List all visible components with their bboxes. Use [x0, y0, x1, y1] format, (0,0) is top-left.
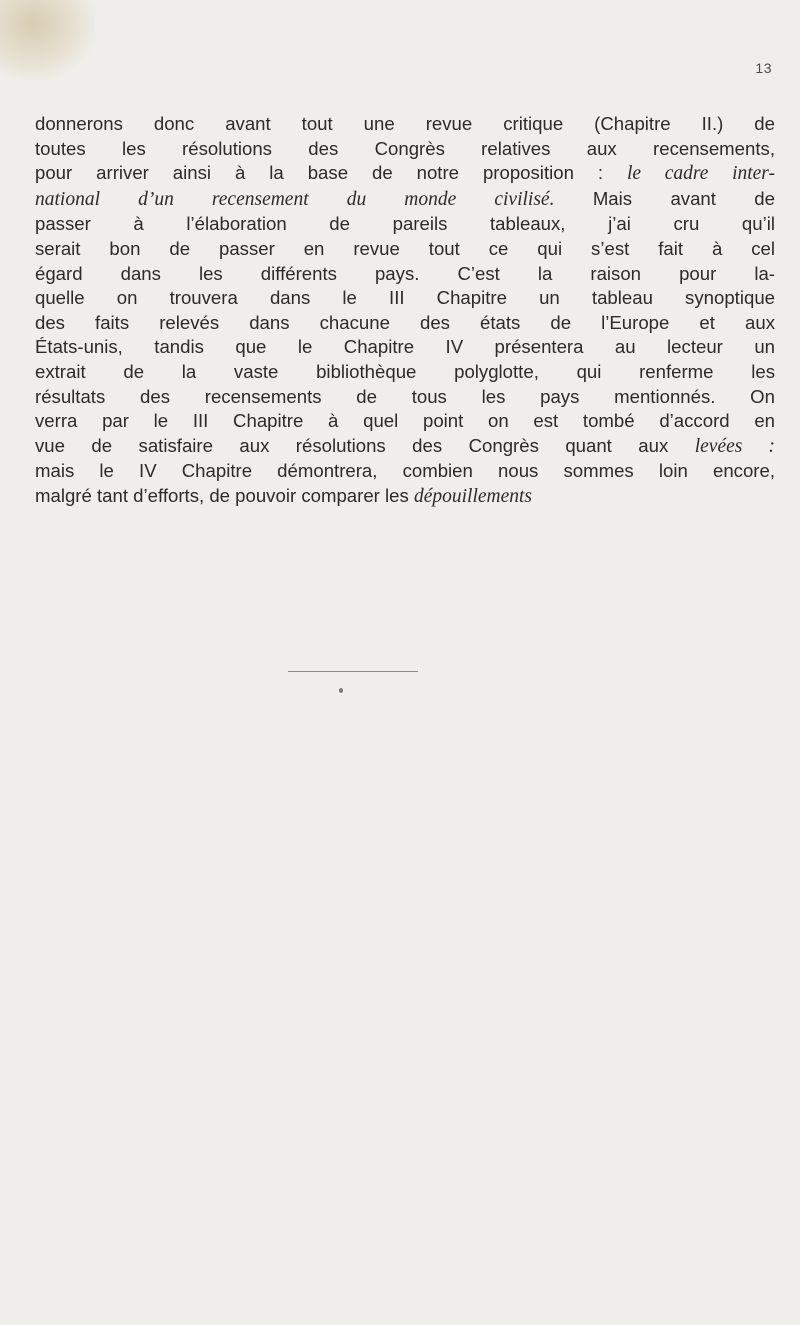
page-number: 13: [755, 60, 772, 76]
text-line: serait bon de passer en revue tout ce qui s’est fait à cel: [35, 237, 775, 259]
footnote-divider: [288, 671, 418, 672]
emphasis: levées :: [694, 435, 775, 457]
text-line: quelle on trouvera dans le III Chapitre un tableau synoptique: [35, 287, 775, 309]
text-line: États-unis, tandis que le Chapitre IV présentera au lecteur un: [35, 336, 775, 358]
text-line: des faits relevés dans chacune des états de l’Europe et aux: [35, 311, 775, 333]
text-line: national d’un recensement du monde civilisé. Mais avant de: [35, 187, 775, 210]
text-line: vue de satisfaire aux résolutions des Congrès quant aux levées :: [35, 434, 775, 457]
text-line: résultats des recensements de tous les pays mentionnés. On: [35, 385, 775, 407]
body-paragraph: [35, 112, 775, 510]
paper-stain: [0, 0, 95, 80]
text-line: passer à l’élaboration de pareils tableaux, j’ai cru qu’il: [35, 213, 775, 235]
text-line: égard dans les différents pays. C’est la raison pour la-: [35, 262, 775, 284]
text-line: pour arriver ainsi à la base de notre proposition : le cadre inter-: [35, 162, 776, 185]
text-line: donnerons donc avant tout une revue critique (Chapitre II.) de: [35, 113, 775, 134]
emphasis: le cadre inter-: [627, 163, 776, 185]
ink-speck: [339, 688, 343, 693]
text-line: malgré tant d’efforts, de pouvoir comparer les dépouillements: [35, 484, 533, 507]
emphasis: dépouillements: [413, 485, 533, 507]
text-line: toutes les résolutions des Congrès relatives aux recensements,: [35, 137, 775, 159]
text-line: mais le IV Chapitre démontrera, combien nous sommes loin encore,: [35, 460, 775, 482]
emphasis: national d’un recensement du monde civilisé.: [35, 188, 555, 210]
text-line: verra par le III Chapitre à quel point on est tombé d’accord en: [35, 410, 775, 432]
text-line: extrait de la vaste bibliothèque polyglotte, qui renferme les: [35, 360, 775, 382]
